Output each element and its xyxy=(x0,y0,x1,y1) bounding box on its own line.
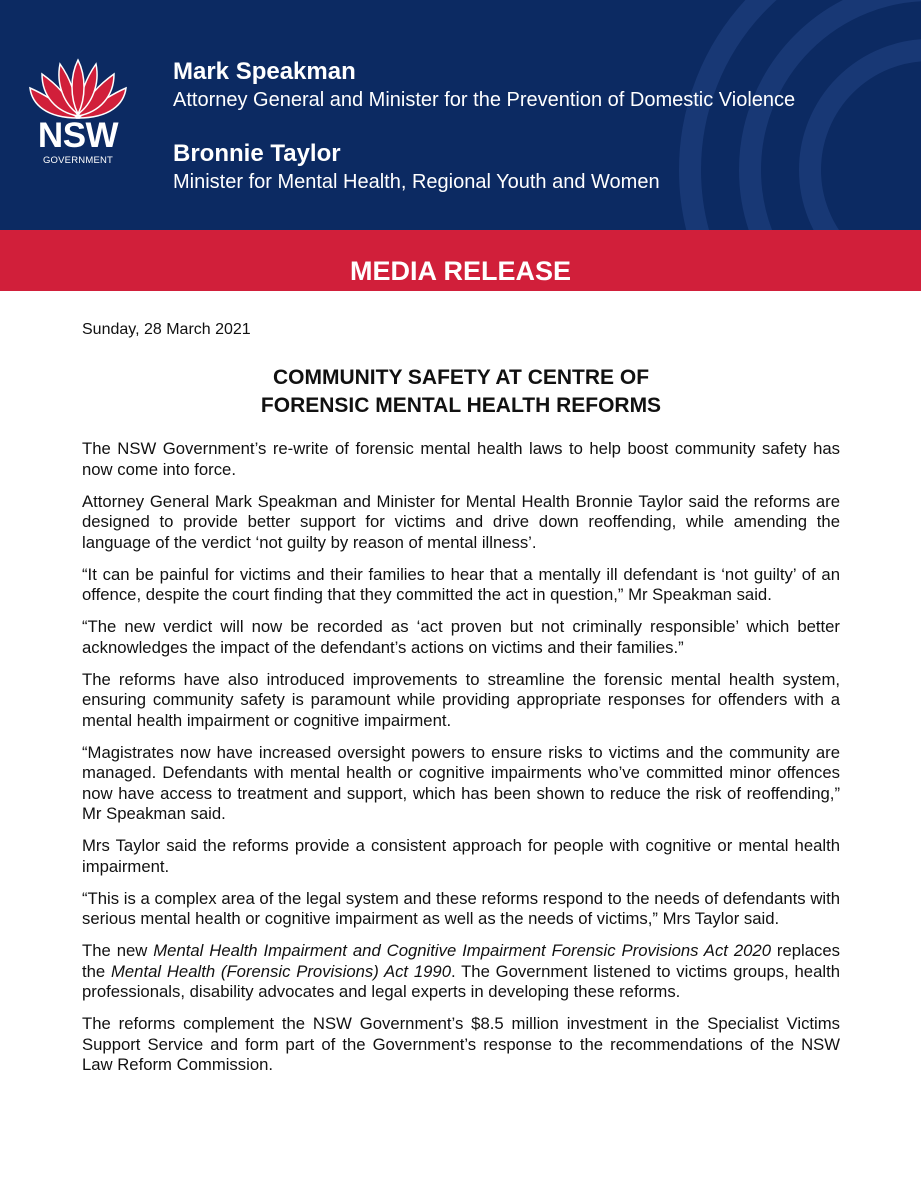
paragraph-7: Mrs Taylor said the reforms provide a consistent approach for people with cognitive or mental health impairment. xyxy=(82,836,840,876)
acts-text-1: The new xyxy=(82,941,154,960)
minister-title-1: Attorney General and Minister for the Prevention of Domestic Violence xyxy=(173,89,796,111)
paragraph-acts xyxy=(82,941,840,1003)
paragraph-6: “Magistrates now have increased oversight powers to ensure risks to victims and the community are managed. Defendants with mental health or cognitive impairments who’ve committed minor offences now have access to treatment and support, which has been shown to reduce the risk of reoffending,” Mr Speakman said. xyxy=(82,742,840,823)
minister-name-1: Mark Speakman xyxy=(173,58,356,85)
paragraph-8: “This is a complex area of the legal system and these reforms respond to the needs of defendants with serious mental health or cognitive impairment as well as the needs of victims,” Mrs Taylor said. xyxy=(82,888,840,928)
release-date: Sunday, 28 March 2021 xyxy=(82,321,251,338)
nsw-government-logo xyxy=(26,58,130,174)
paragraph-5: The reforms have also introduced improvements to streamline the forensic mental health system, ensuring community safety is paramount while providing appropriate responses for offenders with a mental health impairment or cognitive impairment. xyxy=(82,669,840,730)
paragraph-final: The reforms complement the NSW Government’s $8.5 million investment in the Specialist Victims Support Service and form part of the Government’s response to the recommendations of the NSW Law Reform Commission. xyxy=(82,1014,840,1074)
release-body xyxy=(82,439,840,1087)
logo-nsw-text: NSW xyxy=(37,116,119,155)
act-new-title: Mental Health Impairment and Cognitive Impairment Forensic Provisions Act 2020 xyxy=(153,941,771,960)
acts-text-2: replaces the xyxy=(82,941,841,981)
paragraph-3: “It can be painful for victims and their families to hear that a mentally ill defendant is ‘not guilty’ of an offence, despite the court finding that they committed the act in question,” Mr Speakman said. xyxy=(82,564,840,604)
media-release-label: MEDIA RELEASE xyxy=(349,256,572,286)
paragraph-4: “The new verdict will now be recorded as ‘act proven but not criminally responsible’ which better acknowledges the impact of the defendant’s actions on victims and their families.” xyxy=(82,617,840,657)
header-decoration-arcs xyxy=(0,0,921,230)
acts-text-3: . The Government listened to victims groups, health professionals, disability advocates and legal experts in developing these reforms. xyxy=(82,961,840,1001)
waratah-flower-icon xyxy=(26,58,130,120)
release-headline xyxy=(82,364,840,420)
header-band xyxy=(0,0,921,230)
logo-government-text: GOVERNMENT xyxy=(42,155,114,166)
act-old-title: Mental Health (Forensic Provisions) Act 1990 xyxy=(111,961,451,981)
paragraph-2: Attorney General Mark Speakman and Minister for Mental Health Bronnie Taylor said the reforms are designed to provide better support for victims and drive down reoffending, while amending the language of the verdict ‘not guilty by reason of mental illness’. xyxy=(82,491,840,552)
minister-name-2: Bronnie Taylor xyxy=(173,140,341,167)
headline-line-1: COMMUNITY SAFETY AT CENTRE OF xyxy=(272,366,650,389)
headline-line-2: FORENSIC MENTAL HEALTH REFORMS xyxy=(260,394,662,417)
paragraph-1: The NSW Government’s re-write of forensic mental health laws to help boost community safety has now come into force. xyxy=(82,439,840,479)
minister-title-2: Minister for Mental Health, Regional Youth and Women xyxy=(173,171,660,193)
